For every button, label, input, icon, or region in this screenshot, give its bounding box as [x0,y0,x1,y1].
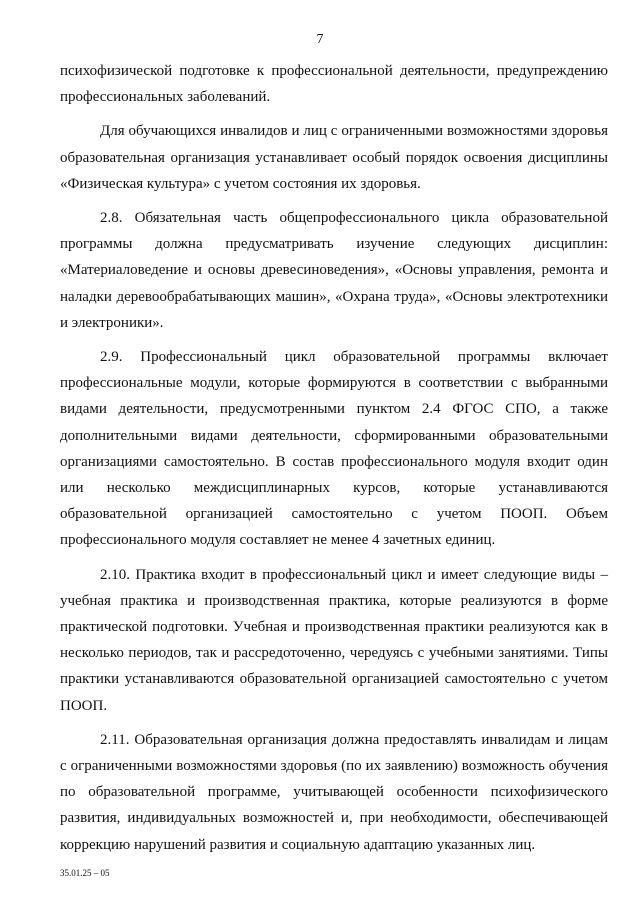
paragraph-2-11: 2.11. Образовательная организация должна предоставлять инвалидам и лицам с ограниченными возможностями здоровья (по их заявлению) возможность обучения по образовательной программе, учитывающей особенности психофизического развития, индивидуальных возможностей и, при необходимости, обеспечивающей коррекцию нарушений развития и социальную адаптацию указанных лиц. [60,731,608,853]
paragraph-continuation: психофизической подготовке к профессиональной деятельности, предупреждению профессиональных заболеваний. [60,63,608,106]
paragraph-disabled-students: Для обучающихся инвалидов и лиц с ограниченными возможностями здоровья образовательная организация устанавливает особый порядок освоения дисциплины «Физическая культура» с учетом состояния их здоровья. [60,123,608,192]
paragraph-2-10: 2.10. Практика входит в профессиональный цикл и имеет следующие виды – учебная практика и производственная практика, которые реализуются в форме практической подготовки. Учебная и производственная практики реализуются как в несколько периодов, так и рассредоточенно, чередуясь с учебными занятиями. Типы практики устанавливаются образовательной организацией самостоятельно с учетом ПООП. [60,566,608,714]
paragraph-2-9: 2.9. Профессиональный цикл образовательной программы включает профессиональные модули, которые формируются в соответствии с выбранными видами деятельности, предусмотренными пунктом 2.4 ФГОС СПО, а также дополнительными видами деятельности, сформированными образовательными организациями самостоятельно. В состав профессионального модуля входит один или несколько междисциплинарных курсов, которые устанавливаются образовательной организацией самостоятельно с учетом ПООП. Объем профессионального модуля составляет не менее 4 зачетных единиц. [60,349,608,549]
page-number: 7 [316,32,324,47]
document-body [60,58,608,858]
paragraph-2-8: 2.8. Обязательная часть общепрофессионального цикла образовательной программы должна предусматривать изучение следующих дисциплин: «Материаловедение и основы древесиноведения», «Основы управления, ремонта и наладки деревообрабатывающих машин», «Охрана труда», «Основы электротехники и электроники». [60,210,608,331]
document-code: 35.01.25 – 05 [60,868,110,878]
